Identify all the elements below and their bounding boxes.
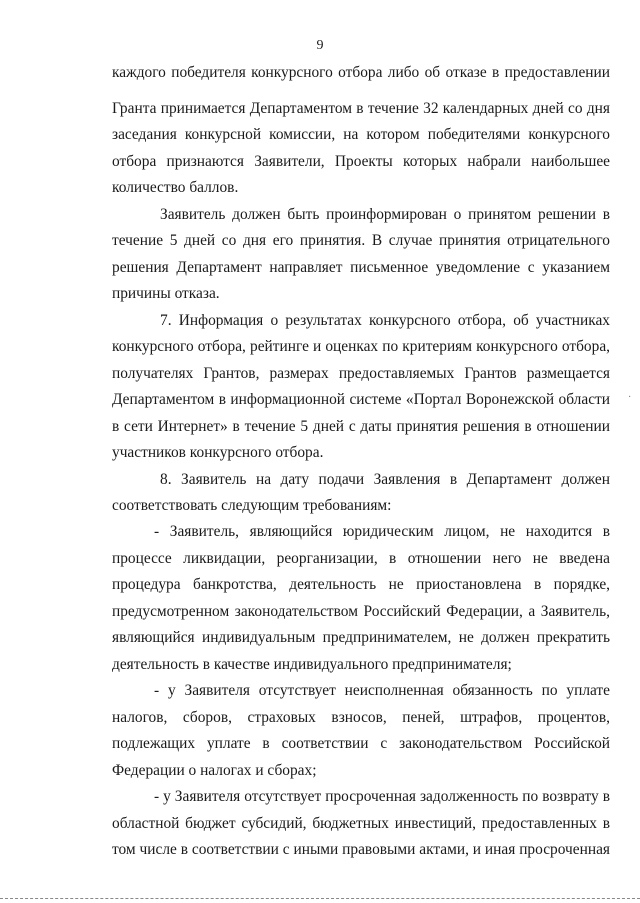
text-line: Федерации о налогах и сборах;: [112, 762, 317, 779]
text-line: подлежащих уплате в соответствии с законодательством Российской: [112, 735, 610, 752]
text-line: предусмотренном законодательством Российский Федерации, а Заявитель,: [112, 603, 610, 620]
text-line: причины отказа.: [112, 285, 220, 302]
text-line: являющийся индивидуальным предпринимателем, не должен прекратить: [112, 629, 610, 646]
text-line: Заявитель должен быть проинформирован о принятом решении в: [160, 206, 610, 223]
text-line: участников конкурсного отбора.: [112, 444, 324, 461]
text-line: решения Департамент направляет письменное уведомление с указанием: [112, 259, 610, 276]
text-line: - Заявитель, являющийся юридическим лицом, не находится в: [154, 523, 610, 540]
page-bottom-rule: [0, 898, 640, 899]
text-line: - у Заявителя отсутствует просроченная задолженность по возврату в: [154, 788, 610, 805]
text-line: в сети Интернет» в течение 5 дней с даты принятия решения в отношении: [112, 418, 610, 435]
text-line: заседания конкурсной комиссии, на котором победителями конкурсного: [112, 126, 610, 143]
text-line: - у Заявителя отсутствует неисполненная обязанность по уплате: [154, 682, 610, 699]
text-line: течение 5 дней со дня его принятия. В случае принятия отрицательного: [112, 232, 610, 249]
text-line: получателях Грантов, размерах предоставляемых Грантов размещается: [112, 365, 610, 382]
text-line: каждого победителя конкурсного отбора либо об отказе в предоставлении: [112, 64, 610, 81]
text-line: областной бюджет субсидий, бюджетных инвестиций, предоставленных в: [112, 815, 610, 832]
text-line: 8. Заявитель на дату подачи Заявления в Департамент должен: [160, 471, 610, 488]
text-line: количество баллов.: [112, 179, 239, 196]
text-line: процессе ликвидации, реорганизации, в отношении него не введена: [112, 550, 610, 567]
text-line: соответствовать следующим требованиям:: [112, 497, 392, 514]
text-line: конкурсного отбора, рейтинге и оценках по критериям конкурсного отбора,: [112, 338, 610, 355]
text-line: том числе в соответствии с иными правовыми актами, и иная просроченная: [112, 841, 610, 858]
text-line: деятельность в качестве индивидуального предпринимателя;: [112, 656, 512, 673]
text-line: отбора признаются Заявители, Проекты которых набрали наибольшее: [112, 153, 610, 170]
margin-mark: ·: [628, 392, 632, 403]
text-line: 7. Информация о результатах конкурсного отбора, об участниках: [160, 312, 610, 329]
page-number: 9: [316, 38, 324, 53]
text-line: Департаментом в информационной системе «Портал Воронежской области: [112, 391, 610, 408]
text-line: процедура банкротства, деятельность не приостановлена в порядке,: [112, 576, 610, 593]
text-line: налогов, сборов, страховых взносов, пеней, штрафов, процентов,: [112, 709, 610, 726]
text-line: Гранта принимается Департаментом в течение 32 календарных дней со дня: [112, 100, 610, 117]
